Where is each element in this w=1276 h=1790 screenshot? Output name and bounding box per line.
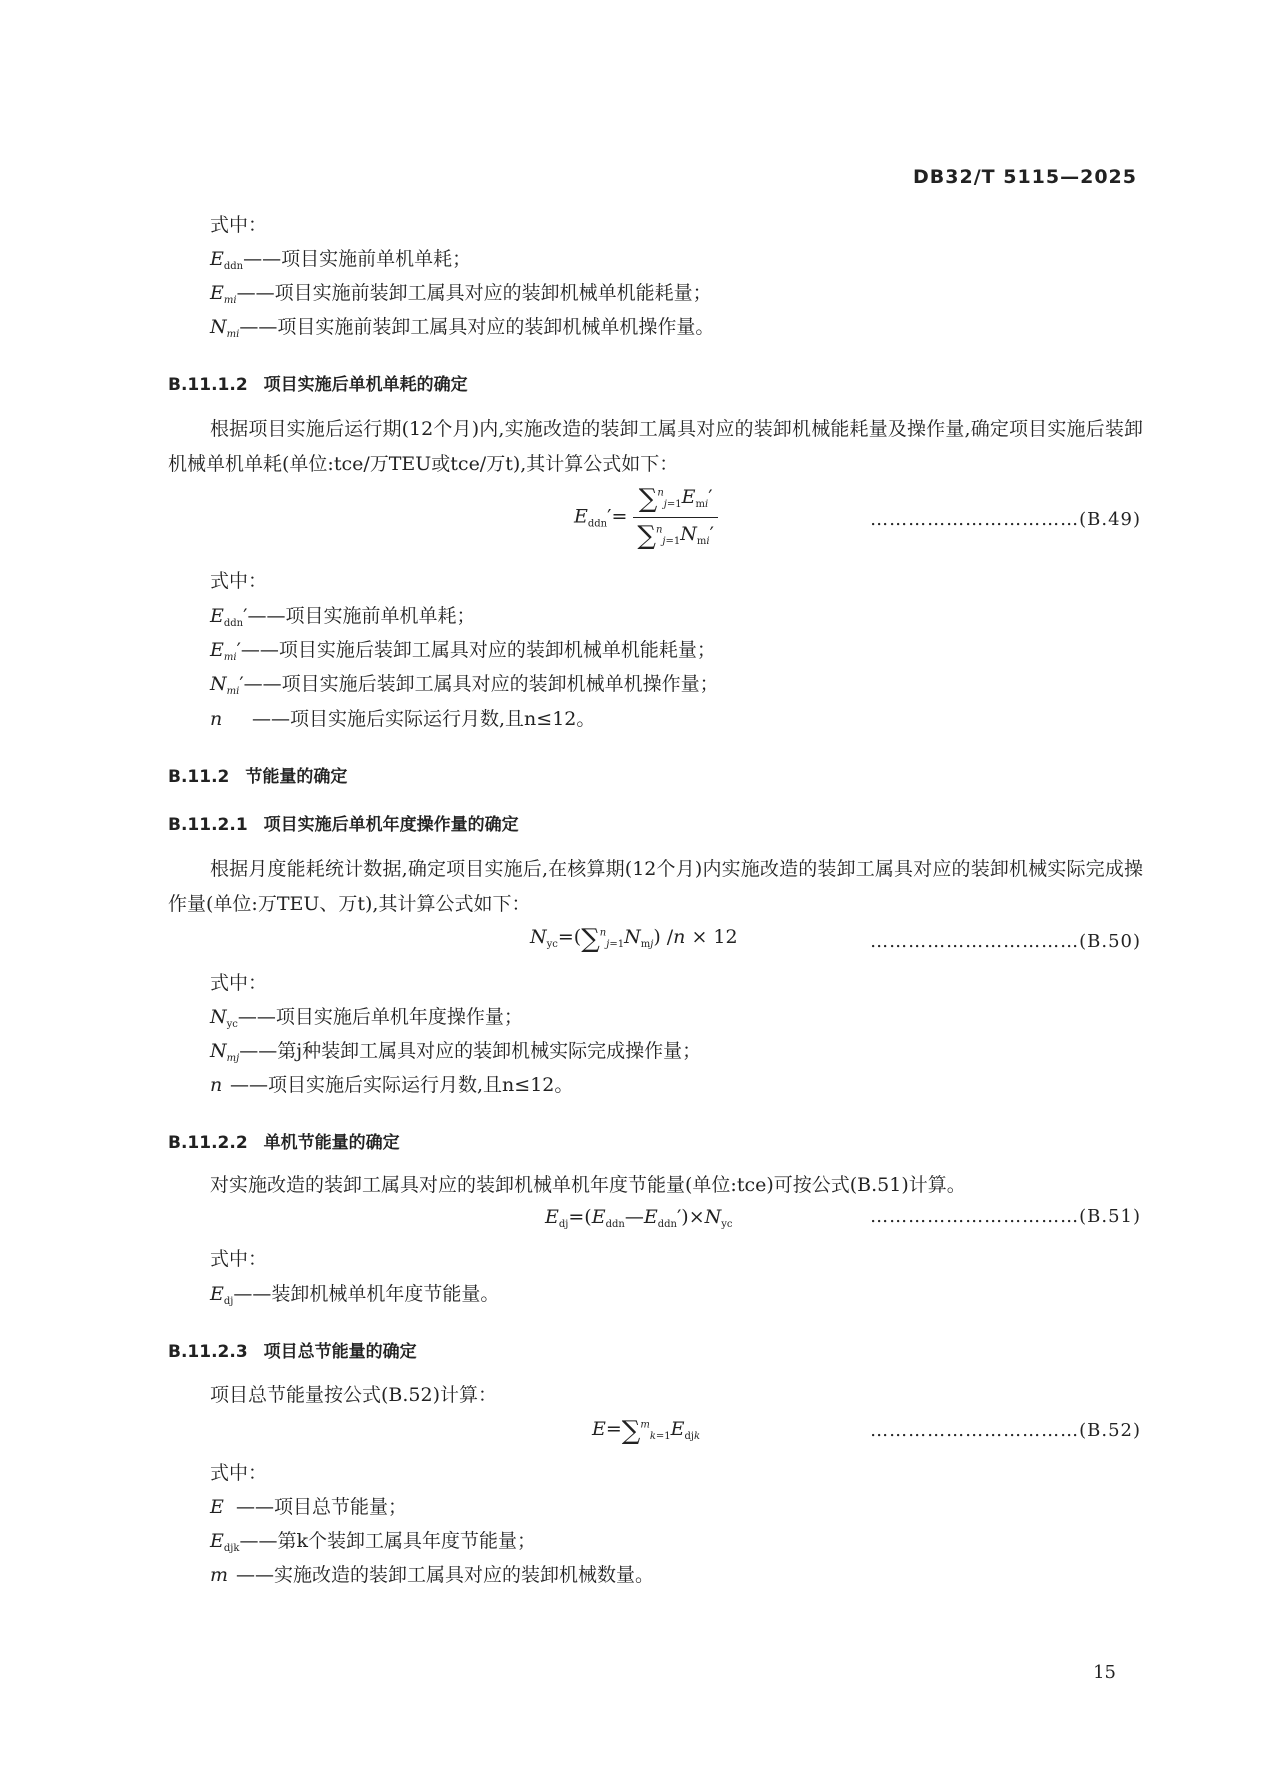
where-label: 式中： xyxy=(210,1248,268,1270)
formula-b50: $N_{yc}=(\sum^n_{j=1}N_{mj}) /n \times 12$ xyxy=(530,924,738,954)
definition-item: $E_{mi}'——$项目实施后装卸工属具对应的装卸机械单机能耗量； xyxy=(210,639,716,663)
definition-item: $N_{mj}——$第j种装卸工属具对应的装卸机械实际完成操作量； xyxy=(210,1040,702,1064)
paragraph: 根据月度能耗统计数据,确定项目实施后,在核算期(12个月)内实施改造的装卸工属具对应的装卸机械实际完成操作量(单位:万TEU、万t),其计算公式如下： xyxy=(168,858,1143,915)
equation-number: ……………………………(B.52) xyxy=(870,1420,1141,1441)
definition-item: $N_{mi}'——$项目实施后装卸工属具对应的装卸机械单机操作量； xyxy=(210,673,719,697)
definition-item: $N_{yc}——$项目实施后单机年度操作量； xyxy=(210,1006,523,1030)
section-heading: B.11.2.3 项目总节能量的确定 xyxy=(168,1342,417,1362)
definition-item: n ——项目实施后实际运行月数,且n≤12。 xyxy=(210,1074,574,1096)
section-heading: B.11.2.1 项目实施后单机年度操作量的确定 xyxy=(168,815,519,835)
definition-item: $E_{mi}——$项目实施前装卸工属具对应的装卸机械单机能耗量； xyxy=(210,282,712,306)
definition-item: $E_{ddn}'——$项目实施前单机单耗； xyxy=(210,605,476,629)
where-label: 式中： xyxy=(210,972,268,994)
paragraph: 根据项目实施后运行期(12个月)内,实施改造的装卸工属具对应的装卸机械能耗量及操作量,确定项目实施后装卸机械单机单耗(单位:tce/万TEU或tce/万t),其计算公式如下： xyxy=(168,418,1143,475)
section-heading: B.11.2.2 单机节能量的确定 xyxy=(168,1133,400,1153)
page-number: 15 xyxy=(1093,1662,1116,1683)
definition-item: $E_{djk}——$第k个装卸工属具年度节能量； xyxy=(210,1530,536,1554)
where-label: 式中： xyxy=(210,214,268,236)
section-heading: B.11.2 节能量的确定 xyxy=(168,767,348,787)
formula-b52: $E=\sum^m_{k=1}E_{djk}$ xyxy=(592,1416,701,1446)
formula-b51: $E_{dj}=(E_{ddn}—E_{ddn}')\times N_{yc}$ xyxy=(545,1206,733,1230)
definition-item: $N_{mi}——$项目实施前装卸工属具对应的装卸机械单机操作量。 xyxy=(210,316,715,340)
equation-number: ……………………………(B.50) xyxy=(870,931,1141,952)
paragraph: 项目总节能量按公式(B.52)计算： xyxy=(210,1384,498,1406)
definition-item: n ——项目实施后实际运行月数,且n≤12。 xyxy=(210,708,596,730)
definition-item: m ——实施改造的装卸工属具对应的装卸机械数量。 xyxy=(210,1564,655,1586)
definition-item: $E_{ddn}——$项目实施前单机单耗； xyxy=(210,248,472,272)
where-label: 式中： xyxy=(210,570,268,592)
standard-id: DB32/T 5115—2025 xyxy=(913,166,1137,188)
where-label: 式中： xyxy=(210,1462,268,1484)
formula-b49: $E_{ddn}'=$ $\frac{\sum^n_{j=1}E_{mi}'}{\sum^n_{j=1}N_{mi}'}$ xyxy=(574,484,718,551)
section-heading: B.11.1.2 项目实施后单机单耗的确定 xyxy=(168,375,468,395)
definition-item: $E_{dj}——$装卸机械单机年度节能量。 xyxy=(210,1283,500,1307)
equation-number: ……………………………(B.49) xyxy=(870,509,1141,530)
equation-number: ……………………………(B.51) xyxy=(870,1206,1141,1227)
paragraph: 对实施改造的装卸工属具对应的装卸机械单机年度节能量(单位:tce)可按公式(B.51)计算。 xyxy=(210,1174,966,1196)
definition-item: E ——项目总节能量； xyxy=(210,1496,408,1518)
